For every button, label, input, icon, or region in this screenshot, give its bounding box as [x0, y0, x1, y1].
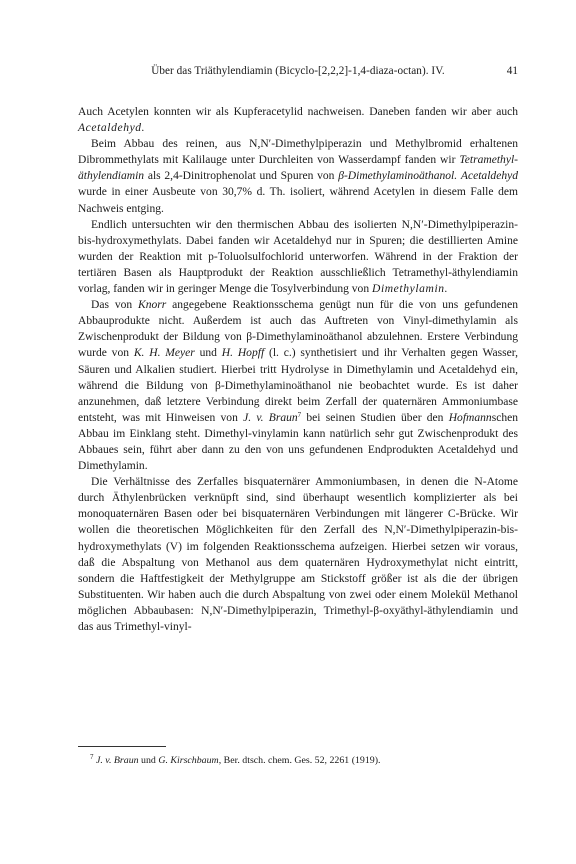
paragraph-5-text-1: Die Verhältnisse des Zerfalles bisquaternärer Ammoniumbasen, in denen die N-Atome durch Äthylenbrücken verknüpft sind, sind überhaupt wesentlich komplizierter als bei monoquaternären Basen oder bei bisquaternären Verbindungen mit längerer C-Brücke. Wir wollen die theoretischen Möglichkeiten für den Zerfall des N,N′-Dimethylpiperazin-bis-hydroxymethylats (V) im folgenden Reaktionsschema aufzeigen. Hierbei setzen wir voraus, daß die Abspaltung von Methanol aus dem quaternären Hydroxymethylat nicht eintritt, sondern die Haftfestigkeit der Methylgruppe am Stickstoff größer ist als die der übrigen Substituenten. Wir haben auch die durch Abspaltung von zwei oder einem Molekül Methanol möglichen Abbaubasen: N,N′-Dimethylpiperazin, Trimethyl-β-oxyäthyl-äthylendiamin und das aus Trimethyl-vinyl-	[78, 476, 518, 633]
paragraph-4-italic-1: Knorr	[138, 299, 167, 312]
paragraph-2	[78, 136, 518, 216]
paragraph-4-text-4: (l. c.) synthetisiert und ihr Verhalten gegen Wasser, Säuren und Alkalien studiert. Hierbei tritt Hydrolyse in Dimethylamin und Acetaldehyd ein, während die Bildung von β-Dimethylaminoäthanol nie beobachtet wurde. Es ist daher anzunehmen, daß letztere Verbindung direkt beim Zerfall der quaternären Ammoniumbase entsteht, was mit Hinweisen von	[78, 347, 519, 424]
running-head	[78, 60, 518, 82]
paragraph-4-text-3: und	[194, 347, 222, 360]
paragraph-2-text-1: Beim Abbau des reinen, aus N,N′-Dimethylpiperazin und Methylbromid erhaltenen Dibrommethylats mit Kalilauge unter Durchleiten von Wasserdampf fanden wir	[78, 138, 518, 167]
paragraph-3	[78, 217, 518, 297]
footnote-reference[interactable]: 7	[297, 410, 302, 419]
footnote-rule	[78, 746, 166, 747]
paragraph-2-text-2: als 2,4-Dinitrophenolat und Spuren von	[144, 170, 339, 183]
paragraph-4-text-1: Das von	[91, 299, 139, 312]
body-text	[78, 104, 518, 635]
paragraph-3-text-1: Endlich untersuchten wir den thermischen Abbau des isolierten N,N′-Dimethylpiperazin-bis-hydroxymethylats. Dabei fanden wir Acetaldehyd nur in Spuren; die destillierten Amine wurden der Reaktion mit p-Toluolsulfochlorid unterworfen. Während in der Fraktion der tertiären Basen als Hauptprodukt der Reaktion ausschließlich Tetramethyl-äthylendiamin vorlag, fanden wir in geringer Menge die Tosylverbindung von	[78, 218, 518, 296]
paragraph-4-text-2: angegebene Reaktionsschema genügt nun für die von uns gefundenen Abbauprodukte nicht. Außerdem ist auch das Auftreten von Vinyl-dimethylamin als Zwischenprodukt der Bildung von β-Dimethylaminoäthanol abzulehnen. Erstere Verbindung wurde von	[78, 299, 518, 360]
paragraph-4-italic-3: H. Hopff	[221, 347, 265, 360]
paragraph-1	[78, 104, 518, 136]
paragraph-2-italic-2: β-Dimethylaminoäthanol.	[338, 170, 458, 183]
page-number: 41	[506, 65, 518, 77]
footnote-author-1: J. v. Braun	[95, 755, 139, 766]
paragraph-1-text-1: Auch Acetylen konnten wir als Kupferacetylid nachweisen. Daneben fanden wir aber auch	[78, 106, 518, 118]
paragraph-4-italic-2: K. H. Meyer	[133, 347, 195, 360]
running-title: Über das Triäthylendiamin (Bicyclo-[2,2,2]-1,4-diaza-octan). IV.	[151, 65, 445, 77]
paragraph-4-text-6: schen Abbau im Einklang steht. Dimethyl-vinylamin kann natürlich sehr gut Zwischenprodukt des Abbaues sein, führt aber dann zu den von uns gefundenen Endprodukten Acetaldehyd und Dimethylamin.	[78, 411, 518, 473]
paragraph-4-italic-5: Hofmann	[448, 411, 492, 424]
footnote-author-2: G. Kirschbaum	[158, 755, 219, 766]
footnote-marker: 7	[90, 753, 94, 761]
paragraph-2-italic-1: Tetramethyl-äthylendiamin	[78, 154, 518, 183]
paragraph-5	[78, 474, 518, 635]
paragraph-4-italic-4: J. v. Braun	[243, 411, 298, 424]
journal-page	[78, 60, 519, 766]
paragraph-1-italic-1: Acetaldehyd.	[78, 122, 146, 135]
footnote-citation: , Ber. dtsch. chem. Ges. 52, 2261 (1919).	[218, 755, 381, 766]
paragraph-4	[78, 297, 518, 474]
footnote-conjunction: und	[138, 755, 159, 766]
paragraph-2-italic-3: Acetaldehyd	[460, 170, 518, 183]
paragraph-3-italic-1: Dimethylamin.	[372, 283, 449, 296]
footnote	[78, 754, 518, 767]
paragraph-4-text-5: bei seinen Studien über den	[301, 411, 449, 424]
paragraph-2-text-4: wurde in einer Ausbeute von 30,7% d. Th. isoliert, während Acetylen in diesem Falle dem Nachweis entging.	[78, 186, 518, 215]
